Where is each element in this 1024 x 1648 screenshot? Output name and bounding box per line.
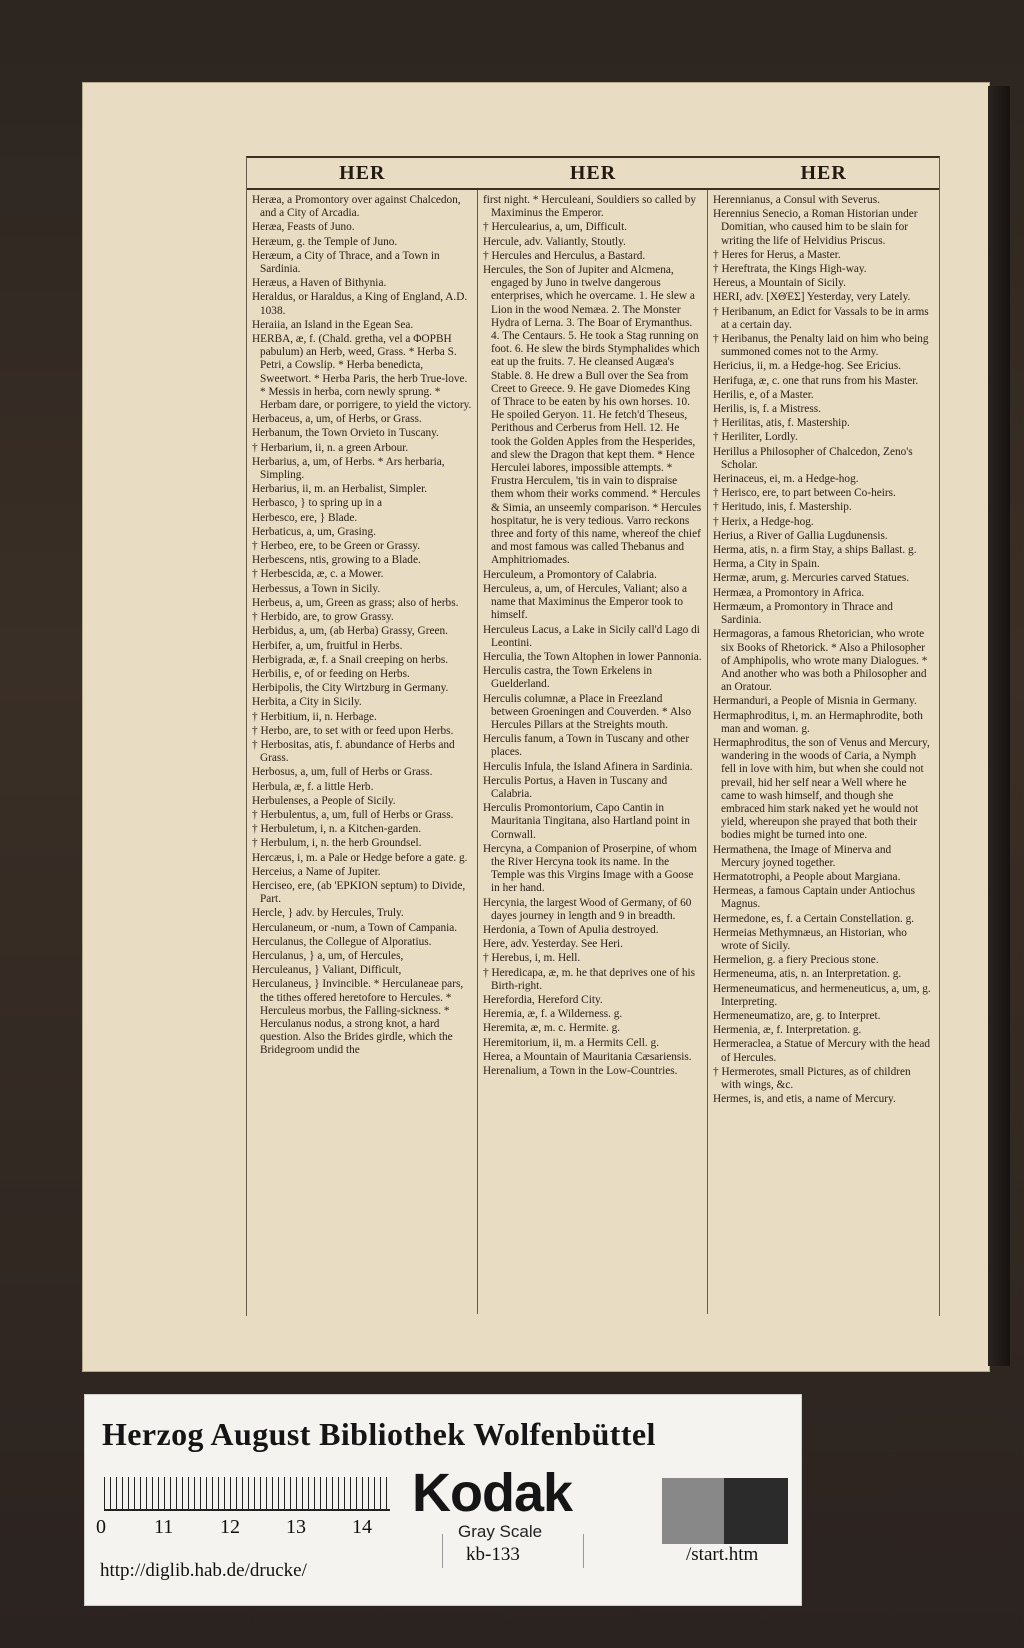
dictionary-entry: Herciseo, ere, (ab 'ΕΡΚΙΟΝ septum) to Divide, Part. — [252, 879, 466, 906]
start-path: /start.htm — [686, 1544, 759, 1565]
ruler-number: 14 — [352, 1516, 372, 1538]
dictionary-entry: Herbula, æ, f. a little Herb. — [252, 780, 374, 793]
dictionary-entry: Hericius, ii, m. a Hedge-hog. See Ericius. — [713, 360, 901, 373]
dictionary-entry: † Heriliter, Lordly. — [713, 431, 798, 444]
dictionary-entry: Herius, a River of Gallia Lugdunensis. — [713, 529, 888, 542]
column-left — [247, 190, 477, 1314]
dictionary-entry: Herculis fanum, a Town in Tuscany and other places. — [483, 733, 690, 759]
running-header-center: HER — [569, 162, 617, 184]
dictionary-entry: Hermaphroditus, i, m. an Hermaphrodite, both man and woman. g. — [713, 709, 923, 735]
dictionary-entry: Hermæa, a Promontory in Africa. — [713, 586, 865, 599]
dictionary-entry: Herbifer, a, um, fruitful in Herbs. — [252, 639, 403, 652]
dictionary-entry: Herculis Infula, the Island Afinera in Sardinia. — [483, 760, 693, 773]
dictionary-columns — [247, 190, 939, 1314]
gray-swatch-dark — [724, 1478, 788, 1544]
ruler-number: 0 — [96, 1516, 106, 1538]
dictionary-entry: Herenalium, a Town in the Low-Countries. — [483, 1065, 678, 1077]
dictionary-entry: Herculeum, a Promontory of Calabria. — [483, 568, 657, 581]
dictionary-entry: first night. * Herculeani, Souldiers so called by Maximinus the Emperor. — [483, 194, 697, 220]
dictionary-entry: Herbesco, ere, } Blade. — [252, 511, 358, 524]
kodak-logo: Kodak — [412, 1463, 573, 1523]
dictionary-entry: HERBA, æ, f. (Chald. gretha, vel a ΦΟΡΒΗ pabulum) an Herb, weed, Grass. * Herba S. Petri, a Cowslip. * Herba benedicta, Sweetwort. * Herba Paris, the herb True-love. * Messis in herba, corn newly sprung. * Herbam dare, or porrigere, to yield the victory. — [252, 333, 472, 412]
dictionary-entry: † Heredicapa, æ, m. he that deprives one of his Birth-right. — [483, 966, 696, 992]
dictionary-entry: Heremita, æ, m. c. Hermite. g. — [483, 1022, 621, 1035]
running-headers — [247, 158, 939, 190]
dictionary-entry: Herbipolis, the City Wirtzburg in Germany. — [252, 682, 449, 695]
dictionary-entry: Herbasco, } to spring up in a — [252, 497, 382, 510]
dictionary-entry: † Herilitas, atis, f. Mastership. — [713, 417, 850, 430]
dictionary-entry: Hercæus, i, m. a Pale or Hedge before a gate. g. — [252, 851, 468, 864]
dictionary-entry: Heræa, Feasts of Juno. — [252, 221, 355, 234]
dictionary-entry: Here, adv. Yesterday. See Heri. — [483, 938, 624, 951]
dictionary-entry: Hermagoras, a famous Rhetorician, who wrote six Books of Rhetorick. * Also a Philosopher of Amphipolis, who wrote many Dialogues. * And another who was both a Philosopher and an Oratour. — [713, 628, 928, 694]
dictionary-entry: Hermeias Methymnæus, an Historian, who wrote of Sicily. — [713, 926, 907, 952]
dictionary-entry: † Herbuletum, i, n. a Kitchen-garden. — [252, 823, 422, 836]
dictionary-entry: Hermathena, the Image of Minerva and Mercury joyned together. — [713, 843, 892, 869]
dictionary-entry: † Herisco, ere, to part between Co-heirs. — [713, 487, 896, 500]
dictionary-entry: Hereus, a Mountain of Sicily. — [713, 277, 846, 290]
dictionary-entry: Hermæ, arum, g. Mercuries carved Statues. — [713, 572, 910, 585]
dictionary-entry: Herbulenses, a People of Sicily. — [252, 794, 396, 807]
ruler-number: 12 — [220, 1516, 240, 1538]
dictionary-entry: Herbigrada, æ, f. a Snail creeping on herbs. — [252, 653, 449, 666]
dictionary-entry: Herennius Senecio, a Roman Historian under Domitian, who caused him to be slain for writing the life of Helvidius Priscus. — [713, 208, 918, 247]
dictionary-entry: Herculis castra, the Town Erkelens in Guelderland. — [483, 665, 653, 691]
dictionary-entry: Herdonia, a Town of Apulia destroyed. — [483, 923, 659, 936]
dictionary-entry: † Herbulum, i, n. the herb Groundsel. — [252, 837, 422, 850]
dictionary-entry: † Herebus, i, m. Hell. — [483, 952, 581, 965]
digital-library-url: http://diglib.hab.de/drucke/ — [100, 1560, 307, 1581]
dictionary-entry: Herifuga, æ, c. one that runs from his Master. — [713, 374, 919, 387]
dictionary-entry: Hermatotrophi, a People about Margiana. — [713, 870, 901, 883]
dictionary-entry: Herculis Promontorium, Capo Cantin in Mauritania Tingitana, also Hartland point in Cornwall. — [483, 802, 690, 841]
dictionary-entry: Herinaceus, ei, m. a Hedge-hog. — [713, 473, 859, 486]
dictionary-entry: Herbessus, a Town in Sicily. — [252, 582, 381, 595]
dictionary-entry: Heremitorium, ii, m. a Hermits Cell. g. — [483, 1036, 660, 1049]
column-middle — [477, 190, 707, 1314]
dictionary-entry: Herculaneum, or -num, a Town of Campania. — [252, 921, 458, 934]
dictionary-entry: HERI, adv. [ΧΘΈΣ] Yesterday, very Lately. — [713, 291, 911, 304]
dictionary-entry: Herefordia, Hereford City. — [483, 993, 603, 1006]
dictionary-entry: † Herbido, are, to grow Grassy. — [252, 611, 394, 624]
dictionary-entry: Herbaticus, a, um, Grasing. — [252, 525, 376, 538]
dictionary-entry: Herculeus, a, um, of Hercules, Valiant; also a name that Maximinus the Emperor took to himself. — [483, 582, 688, 622]
dictionary-entry: Herculanus, } a, um, of Hercules, — [252, 949, 404, 962]
dictionary-entry: Herbita, a City in Sicily. — [252, 696, 362, 709]
dictionary-frame — [246, 156, 940, 1316]
dictionary-entry: Hermeas, a famous Captain under Antiochus Magnus. — [713, 885, 916, 911]
running-header-left: HER — [339, 162, 386, 184]
dictionary-entry: † Heribanum, an Edict for Vassals to be in arms at a certain day. — [713, 305, 929, 331]
dictionary-entry: Herbeus, a, um, Green as grass; also of herbs. — [252, 596, 459, 609]
dictionary-entry: † Herbositas, atis, f. abundance of Herbs and Grass. — [252, 738, 455, 765]
dictionary-entry: Herculanus, the Collegue of Alporatius. — [252, 935, 432, 948]
dictionary-entry: Heræum, g. the Temple of Juno. — [252, 235, 398, 248]
dictionary-entry: † Herbeo, ere, to be Green or Grassy. — [252, 540, 421, 553]
dictionary-entry: Herma, atis, n. a firm Stay, a ships Ballast. g. — [713, 544, 917, 557]
dictionary-entry: Hercules, the Son of Jupiter and Alcmena, engaged by Juno in twelve dangerous enterprises, which he overcame. 1. He slew a Lion in the wood Nemæa. 2. The Monster Hydra of Lerna. 3. The Boar of Erymanthus. 4. The Centaurs. 5. He took a Stag running on foot. 6. He slew the birds Stymphalides which eat up the fruits. 7. He cleansed Augæa's Stable. 8. He drew a Bull over the Sea from Creet to Greece. 9. He gave Diomedes King of Thrace to be eaten by his own horses. 10. He spoiled Geryon. 11. He fetch'd Theseus, Perithous and Cerberus from Hell. 12. He took the Golden Apples from the Hesperides, and slew the Dragon that kept them. * Hence Herculei labores, impossible attempts. * Frustra Herculem, 'tis in vain to dispraise them whom their works commend. * Hercules & Simia, an unseemly comparison. * Hercules hospitatur, he is very tedious. Varro reckons three and forty of this name, whereof the chief and most famous was called Thebanus and Amphitriomades. — [483, 264, 702, 567]
dictionary-entry: Hercle, } adv. by Hercules, Truly. — [252, 907, 404, 920]
dictionary-entry: Herculeus Lacus, a Lake in Sicily call'd Lago di Leontini. — [483, 623, 700, 649]
dictionary-entry: Hermedone, es, f. a Certain Constellation. g. — [713, 912, 915, 925]
dictionary-entry: Heræus, a Haven of Bithynia. — [252, 277, 387, 290]
dictionary-entry: Herculis Portus, a Haven in Tuscany and Calabria. — [483, 774, 668, 800]
dictionary-entry: † Herbitium, ii, n. Herbage. — [252, 710, 377, 723]
dictionary-entry: Herculeanus, } Valiant, Difficult, — [252, 964, 402, 977]
column-right — [707, 190, 937, 1314]
dictionary-entry: Hermenia, æ, f. Interpretation. g. — [713, 1024, 862, 1037]
dictionary-entry: Hermæum, a Promontory in Thrace and Sardinia. — [713, 600, 893, 627]
dictionary-entry: Herbarius, a, um, of Herbs. * Ars herbaria, Simpling. — [252, 455, 445, 482]
gray-swatch-medium — [662, 1478, 724, 1544]
dictionary-entry: † Heres for Herus, a Master. — [713, 248, 841, 261]
ruler-number: 13 — [286, 1516, 306, 1538]
ruler-numbers — [96, 1516, 396, 1540]
library-name: Herzog August Bibliothek Wolfenbüttel — [102, 1416, 656, 1452]
dictionary-entry: Herea, a Mountain of Mauritania Cæsariensis. — [483, 1050, 692, 1063]
dictionary-entry: Herilis, e, of a Master. — [713, 388, 814, 401]
dictionary-entry: Herbidus, a, um, (ab Herba) Grassy, Green. — [252, 625, 448, 638]
dictionary-entry: Herbescens, ntis, growing to a Blade. — [252, 554, 421, 567]
dictionary-entry: † Herculearius, a, um, Difficult. — [483, 221, 628, 234]
dictionary-entry: Heremia, æ, f. a Wilderness. g. — [483, 1008, 623, 1021]
dictionary-entry: † Heribanus, the Penalty laid on him who being summoned comes not to the Army. — [713, 333, 929, 359]
running-header-right: HER — [800, 162, 847, 184]
dictionary-entry: Heraiia, an Island in the Egean Sea. — [252, 318, 414, 331]
dictionary-entry: Hermanduri, a People of Misnia in Germany. — [713, 695, 917, 708]
gray-scale-label: Gray Scale — [458, 1522, 543, 1541]
dictionary-entry: † Herbulentus, a, um, full of Herbs or Grass. — [252, 808, 454, 821]
dictionary-entry: Herculis columnæ, a Place in Freezland between Groeningen and Couverden. * Also Hercules Pillars at the Streights mouth. — [483, 692, 692, 731]
dictionary-entry: † Heritudo, inis, f. Mastership. — [713, 501, 852, 514]
ruler-number: 11 — [154, 1516, 174, 1538]
dictionary-entry: Heraldus, or Haraldus, a King of England, A.D. 1038. — [252, 291, 468, 317]
dictionary-entry: Herillus a Philosopher of Chalcedon, Zeno's Scholar. — [713, 445, 913, 471]
page-gutter — [988, 86, 1010, 1366]
dictionary-entry: Hercule, adv. Valiantly, Stoutly. — [483, 235, 626, 248]
dictionary-entry: † Hermerotes, small Pictures, as of children with wings, &c. — [713, 1065, 911, 1091]
dictionary-entry: Hermeneuma, atis, n. an Interpretation. g. — [713, 968, 902, 981]
dictionary-entry: Herbosus, a, um, full of Herbs or Grass. — [252, 766, 433, 779]
dictionary-entry: † Hereftrata, the Kings High-way. — [713, 263, 867, 276]
dictionary-entry: Herilis, is, f. a Mistress. — [713, 403, 821, 416]
dictionary-entry: † Herbescida, æ, c. a Mower. — [252, 568, 384, 581]
dictionary-entry: † Herbarium, ii, n. a green Arbour. — [252, 441, 409, 454]
dictionary-entry: Hermes, is, and etis, a name of Mercury. — [713, 1093, 896, 1106]
scale-ruler — [104, 1477, 390, 1511]
dictionary-entry: Herbarius, ii, m. an Herbalist, Simpler. — [252, 483, 428, 496]
dictionary-entry: Heræa, a Promontory over against Chalcedon, and a City of Arcadia. — [252, 194, 461, 220]
dictionary-entry: Herennianus, a Consul with Severus. — [713, 194, 880, 206]
dictionary-entry: Hermelion, g. a fiery Precious stone. — [713, 954, 879, 967]
dictionary-entry: Hercynia, the largest Wood of Germany, of 60 dayes journey in length and 9 in breadth. — [483, 896, 692, 922]
dictionary-entry: Herculia, the Town Altophen in lower Pannonia. — [483, 650, 702, 663]
dictionary-entry: Heræum, a City of Thrace, and a Town in Sardinia. — [252, 249, 440, 276]
dictionary-entry: Hermeneumatizo, are, g. to Interpret. — [713, 1009, 881, 1022]
dictionary-entry: Herma, a City in Spain. — [713, 558, 820, 571]
dictionary-entry: Hercyna, a Companion of Proserpine, of whom the River Hercyna took its name. In the Temple was this Virgins Image with a Goose in her hand. — [483, 842, 697, 895]
dictionary-entry: Herceius, a Name of Jupiter. — [252, 865, 381, 878]
dictionary-entry: Hermeneumaticus, and hermeneuticus, a, um, g. Interpreting. — [713, 982, 931, 1008]
dictionary-entry: † Herix, a Hedge-hog. — [713, 515, 814, 528]
dictionary-entry: Herbaceus, a, um, of Herbs, or Grass. — [252, 413, 422, 426]
dictionary-entry: † Herbo, are, to set with or feed upon Herbs. — [252, 724, 454, 737]
dictionary-entry: † Hercules and Herculus, a Bastard. — [483, 249, 646, 262]
dictionary-entry: Hermeraclea, a Statue of Mercury with the head of Hercules. — [713, 1038, 931, 1064]
dictionary-entry: Herculaneus, } Invincible. * Herculaneae pars, the tithes offered heretofore to Hercules. * Herculeus morbus, the Falling-sickness. * Herculanus nodus, a strong knot, a hard question. Also the Brides girdle, which the Bridegroom undid the — [252, 978, 464, 1057]
library-target-card — [84, 1394, 802, 1606]
dictionary-entry: Hermaphroditus, the son of Venus and Mercury, wandering in the woods of Caria, a Nymph fell in love with him, but when she could not prevail, hid her self near a Well where he came to wash himself, and though she embraced him stark naked yet he would not yield, whereupon she prayed that both their bodies might be turned into one. — [713, 736, 930, 842]
dictionary-entry: Herbilis, e, of or feeding on Herbs. — [252, 667, 410, 680]
dictionary-entry: Herbanum, the Town Orvieto in Tuscany. — [252, 427, 439, 440]
shelf-code: kb-133 — [466, 1544, 520, 1565]
